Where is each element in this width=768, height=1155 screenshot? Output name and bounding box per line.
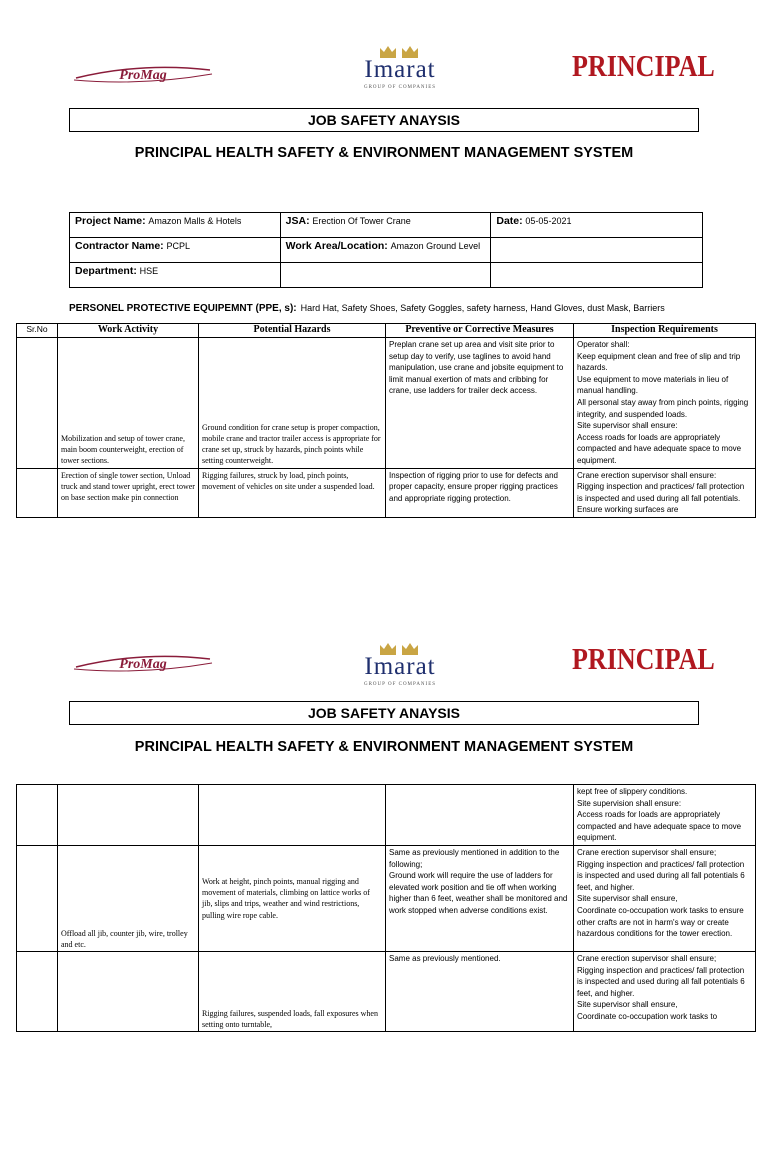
ppe-line — [69, 303, 665, 314]
imarat-logo — [330, 36, 470, 88]
column-header: Potential Hazards — [199, 324, 386, 338]
ppe-label: PERSONEL PROTECTIVE EQUIPEMNT (PPE, s): — [69, 303, 297, 314]
promag-logo — [72, 64, 214, 84]
project-name-value: Amazon Malls & Hotels — [148, 216, 242, 226]
empty-cell — [491, 263, 703, 288]
jsa-table — [16, 323, 756, 518]
activity-cell: Mobilization and setup of tower crane, main boom counterweight, erection of tower sections. — [58, 338, 199, 469]
jsa-cell — [280, 213, 491, 238]
document-title: JOB SAFETY ANAYSIS — [69, 701, 699, 725]
table-row — [17, 785, 756, 846]
project-name-label: Project Name: — [75, 215, 146, 227]
column-header: Inspection Requirements — [574, 324, 756, 338]
work-area-value: Amazon Ground Level — [390, 241, 481, 251]
activity-cell — [58, 785, 199, 846]
activity-cell: Offload all jib, counter jib, wire, trolley and etc. — [58, 845, 199, 951]
promag-logo — [72, 653, 214, 673]
hazards-cell: Rigging failures, suspended loads, fall exposures when setting onto turntable, — [199, 951, 386, 1031]
promag-logo-text: ProMag — [119, 68, 167, 83]
header-logos — [0, 595, 768, 695]
column-header: Sr.No — [17, 324, 58, 338]
date-value: 05-05-2021 — [525, 216, 572, 226]
jsa-table-continued — [16, 784, 756, 1032]
department-value: HSE — [139, 266, 159, 276]
measures-cell: Same as previously mentioned in addition to the following; Ground work will require the use of ladders for elevated work position and tie off when working higher than 6 feet, weather shall be monitored and work stopped when adverse conditions exist. — [386, 845, 574, 951]
measures-cell: Preplan crane set up area and visit site prior to setup day to verify, use taglines to avoid hand manipulation, use crane and jobsite equipment to limit manual exertion of mats and cribbing for crane, use ladders for trailer deck access. — [386, 338, 574, 469]
measures-cell: Same as previously mentioned. — [386, 951, 574, 1031]
project-name-cell — [70, 213, 281, 238]
project-info-table — [69, 212, 703, 288]
inspection-cell: Operator shall: Keep equipment clean and free of slip and trip hazards. Use equipment to move materials in lieu of manual handling. All personal stay away from pinch points, rigging integrity, and suspended loads. Site supervisor shall ensure: Access roads for loads are appropriately compacted and have adequate space to move equipment. — [574, 338, 756, 469]
sr-cell — [17, 845, 58, 951]
inspection-cell: Crane erection supervisor shall ensure; Rigging inspection and practices/ fall protection is inspected and used during all fall potentials 6 feet, and higher. Site supervisor shall ensure, Coordinate co-occupation work tasks to — [574, 951, 756, 1031]
hazards-cell — [199, 785, 386, 846]
table-header-row — [17, 324, 756, 338]
header-logos — [0, 0, 768, 100]
imarat-logo — [330, 633, 470, 685]
hazards-cell: Rigging failures, struck by load, pinch points, movement of vehicles on site under a suspended load. — [199, 468, 386, 517]
table-row — [17, 338, 756, 469]
imarat-logo-subtitle: GROUP OF COMPANIES — [363, 682, 437, 687]
imarat-logo-name: Imarat — [364, 56, 436, 83]
inspection-cell: Crane erection supervisor shall ensure: Rigging inspection and practices/ fall protection is inspected and used during all fall potentials. Ensure working surfaces are — [574, 468, 756, 517]
sr-cell — [17, 468, 58, 517]
column-header: Work Activity — [58, 324, 199, 338]
table-row — [17, 468, 756, 517]
inspection-cell: kept free of slippery conditions. Site supervision shall ensure: Access roads for loads are appropriately compacted and have adequate space to move equipment. — [574, 785, 756, 846]
sr-cell — [17, 785, 58, 846]
table-row — [17, 845, 756, 951]
contractor-cell — [70, 238, 281, 263]
document-page-2 — [0, 595, 768, 1155]
work-area-cell — [280, 238, 491, 263]
system-title: PRINCIPAL HEALTH SAFETY & ENVIRONMENT MANAGEMENT SYSTEM — [134, 145, 634, 161]
work-area-label: Work Area/Location: — [285, 240, 388, 252]
sr-cell — [17, 951, 58, 1031]
sr-cell — [17, 338, 58, 469]
contractor-value: PCPL — [166, 241, 190, 251]
document-page-1 — [0, 0, 768, 560]
imarat-logo-name: Imarat — [364, 653, 436, 680]
department-cell — [70, 263, 281, 288]
empty-cell — [491, 238, 703, 263]
date-cell — [491, 213, 703, 238]
hazards-cell: Work at height, pinch points, manual rigging and movement of materials, climbing on lattice works of jib, slips and trips, weather and wind restrictions, pulling wire rope cable. — [199, 845, 386, 951]
measures-cell — [386, 785, 574, 846]
ppe-value: Hard Hat, Safety Shoes, Safety Goggles, safety harness, Hand Gloves, dust Mask, Barriers — [300, 303, 665, 313]
contractor-label: Contractor Name: — [75, 240, 164, 252]
inspection-cell: Crane erection supervisor shall ensure; Rigging inspection and practices/ fall protection is inspected and used during all fall potentials 6 feet, and higher. Site supervisor shall ensure, Coordinate co-occupation work tasks to ensure other crafts are not in harm's way or create hazardous conditions for the tower erection. — [574, 845, 756, 951]
column-header: Preventive or Corrective Measures — [386, 324, 574, 338]
jsa-label: JSA: — [285, 215, 310, 227]
measures-cell: Inspection of rigging prior to use for defects and proper capacity, ensure proper rigging practices and appropriate rigging protection. — [386, 468, 574, 517]
system-title: PRINCIPAL HEALTH SAFETY & ENVIRONMENT MANAGEMENT SYSTEM — [134, 739, 634, 755]
department-label: Department: — [75, 265, 137, 277]
promag-logo-text: ProMag — [119, 657, 167, 672]
activity-cell — [58, 951, 199, 1031]
empty-cell — [280, 263, 491, 288]
principal-logo: PRINCIPAL — [572, 641, 715, 676]
jsa-value: Erection Of Tower Crane — [312, 216, 411, 226]
hazards-cell: Ground condition for crane setup is proper compaction, mobile crane and tractor trailer access is appropriate for crane set up, struck by hazards, pinch points while setting counterweight. — [199, 338, 386, 469]
date-label: Date: — [496, 215, 523, 227]
activity-cell: Erection of single tower section, Unload truck and stand tower upright, erect tower on base section make pin connection — [58, 468, 199, 517]
principal-logo: PRINCIPAL — [572, 48, 715, 83]
table-row — [17, 951, 756, 1031]
imarat-logo-subtitle: GROUP OF COMPANIES — [363, 85, 437, 90]
document-title: JOB SAFETY ANAYSIS — [69, 108, 699, 132]
